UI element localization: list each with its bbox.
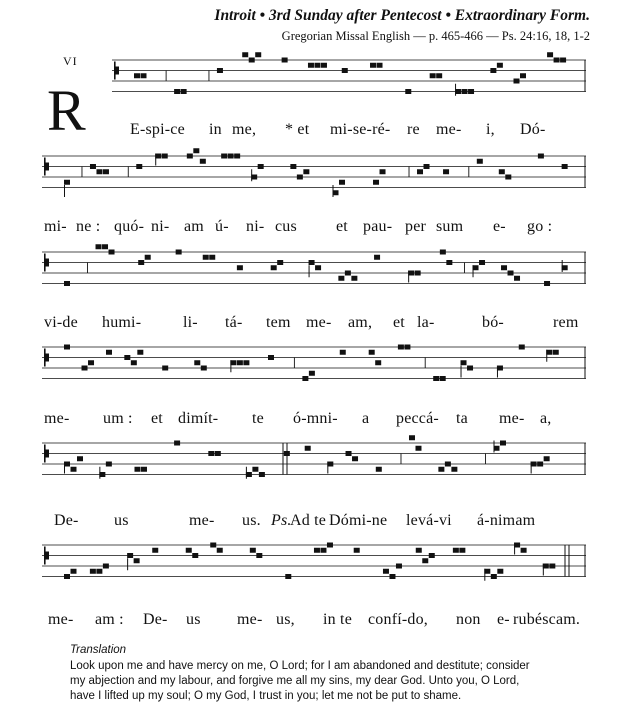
- neume-icon: [417, 169, 423, 174]
- neume-icon: [201, 366, 207, 371]
- neume-icon: [354, 548, 360, 553]
- neume-icon: [467, 366, 473, 371]
- initial-letter: R: [47, 78, 86, 143]
- neume-icon: [176, 250, 182, 255]
- lyric-syllable: us: [186, 611, 201, 628]
- neume-icon: [342, 68, 348, 73]
- lyric-syllable: a,: [540, 410, 552, 427]
- neume-icon: [327, 543, 333, 548]
- neume-icon: [544, 281, 550, 286]
- lyric-syllable: confí-do,: [368, 611, 429, 628]
- neume-icon: [468, 89, 474, 94]
- neume-icon: [181, 89, 187, 94]
- lyric-syllable: ne :: [76, 218, 101, 235]
- neume-icon: [383, 569, 389, 574]
- translation-heading: Translation: [70, 644, 127, 656]
- neume-icon: [389, 574, 395, 579]
- lyric-syllable: tem: [266, 314, 291, 331]
- neume-icon: [131, 360, 137, 365]
- neume-icon: [71, 467, 77, 472]
- translation-text: Look upon me and have mercy on me, O Lord; for I am abandoned and destitute; consider my abjection and my labour, and forgive me all my sins, my dear God. Unto you, O Lord, have I lifted up my soul; O my God, I trust in you; let me not be put to shame.: [70, 660, 530, 702]
- neume-icon: [415, 271, 421, 276]
- lyric-syllable: me-: [44, 410, 70, 427]
- neume-icon: [346, 451, 352, 456]
- neume-icon: [252, 467, 258, 472]
- page-title: Introit • 3rd Sunday after Pentecost • Extraordinary Form.: [214, 7, 590, 24]
- neume-icon: [314, 63, 320, 68]
- neume-icon: [106, 462, 112, 467]
- lyric-syllable: á-nimam: [477, 512, 536, 529]
- neume-icon: [314, 548, 320, 553]
- neume-icon: [508, 271, 514, 276]
- neume-icon: [339, 180, 345, 185]
- neume-icon: [429, 553, 435, 558]
- lyric-syllable: me-: [237, 611, 263, 628]
- neume-icon: [96, 569, 102, 574]
- neume-icon: [186, 548, 192, 553]
- neume-icon: [405, 89, 411, 94]
- lyric-syllable: peccá-: [396, 410, 439, 427]
- neume-icon: [340, 350, 346, 355]
- neume-icon: [445, 462, 451, 467]
- lyric-syllable: non: [456, 611, 481, 628]
- lyric-syllable: sum: [436, 218, 464, 235]
- neume-icon: [513, 79, 519, 84]
- neume-icon: [64, 180, 70, 185]
- lyric-syllable: De-: [54, 512, 79, 529]
- lyric-syllable: vi-de: [44, 314, 78, 331]
- neume-icon: [162, 366, 168, 371]
- neume-icon: [490, 68, 496, 73]
- neume-icon: [338, 276, 344, 281]
- neume-icon: [268, 355, 274, 360]
- neume-icon: [193, 148, 199, 153]
- lyric-syllable: dimít-: [178, 410, 219, 427]
- neume-icon: [422, 558, 428, 563]
- neume-icon: [221, 154, 227, 159]
- neume-icon: [374, 255, 380, 260]
- neume-icon: [250, 548, 256, 553]
- neume-icon: [217, 548, 223, 553]
- neume-icon: [215, 451, 221, 456]
- lyric-syllable: tá-: [225, 314, 243, 331]
- neume-icon: [416, 548, 422, 553]
- neume-icon: [136, 164, 142, 169]
- neume-icon: [453, 548, 459, 553]
- neume-icon: [162, 154, 168, 159]
- page-subtitle: Gregorian Missal English — p. 465-466 — Ps. 24:16, 18, 1-2: [281, 29, 590, 43]
- neume-icon: [96, 169, 102, 174]
- neume-icon: [303, 169, 309, 174]
- neume-icon: [398, 345, 404, 350]
- lyric-syllable: me,: [232, 121, 257, 138]
- neume-icon: [255, 52, 261, 57]
- neume-icon: [210, 543, 216, 548]
- neume-icon: [237, 360, 243, 365]
- lyric-syllable: Dó-: [520, 121, 546, 138]
- lyric-syllable: a: [362, 410, 370, 427]
- neume-icon: [141, 467, 147, 472]
- neume-icon: [102, 244, 108, 249]
- neume-icon: [242, 52, 248, 57]
- neume-icon: [82, 366, 88, 371]
- lyric-syllable: bó-: [482, 314, 504, 331]
- do-clef-icon: [44, 158, 46, 176]
- neume-icon: [554, 58, 560, 63]
- neume-icon: [259, 472, 265, 477]
- neume-icon: [138, 260, 144, 265]
- neume-icon: [451, 467, 457, 472]
- lyric-syllable: Ad te: [290, 512, 327, 529]
- do-clef-icon: [114, 62, 116, 80]
- neume-icon: [438, 467, 444, 472]
- lyric-syllable: i,: [486, 121, 495, 138]
- lyric-syllable: us,: [276, 611, 295, 628]
- neume-icon: [373, 180, 379, 185]
- neume-icon: [560, 58, 566, 63]
- neume-icon: [315, 265, 321, 270]
- neume-icon: [409, 435, 415, 440]
- neume-icon: [479, 260, 485, 265]
- neume-icon: [308, 63, 314, 68]
- neume-icon: [377, 63, 383, 68]
- lyric-syllable: per: [405, 218, 427, 235]
- neume-icon: [440, 250, 446, 255]
- neume-icon: [520, 73, 526, 78]
- neume-icon: [375, 360, 381, 365]
- lyric-syllable: rem: [553, 314, 579, 331]
- neume-icon: [200, 159, 206, 164]
- lyric-syllable: E-spi-ce: [130, 121, 185, 138]
- neume-icon: [499, 169, 505, 174]
- neume-icon: [433, 376, 439, 381]
- lyric-syllable: me-: [48, 611, 74, 628]
- neume-icon: [302, 376, 308, 381]
- neume-icon: [103, 564, 109, 569]
- neume-icon: [436, 73, 442, 78]
- neume-icon: [96, 244, 102, 249]
- neume-icon: [134, 73, 140, 78]
- neume-icon: [174, 89, 180, 94]
- neume-icon: [134, 558, 140, 563]
- neume-icon: [544, 456, 550, 461]
- neume-icon: [519, 345, 525, 350]
- neume-icon: [491, 574, 497, 579]
- lyric-syllable: humi-: [102, 314, 142, 331]
- neume-icon: [282, 58, 288, 63]
- lyric-syllable: levá-vi: [406, 512, 452, 529]
- neume-icon: [309, 371, 315, 376]
- neume-icon: [370, 63, 376, 68]
- neume-icon: [297, 175, 303, 180]
- neume-icon: [404, 345, 410, 350]
- lyric-syllable: me-: [499, 410, 525, 427]
- neume-icon: [497, 569, 503, 574]
- neume-icon: [145, 255, 151, 260]
- neume-icon: [209, 255, 215, 260]
- neume-icon: [64, 281, 70, 286]
- lyric-syllable: te: [252, 410, 264, 427]
- lyric-syllable: um :: [103, 410, 133, 427]
- neume-icon: [443, 169, 449, 174]
- neume-icon: [415, 446, 421, 451]
- neume-icon: [256, 553, 262, 558]
- neume-icon: [106, 350, 112, 355]
- neume-icon: [521, 548, 527, 553]
- neume-icon: [345, 271, 351, 276]
- lyric-syllable: am,: [348, 314, 373, 331]
- neume-icon: [228, 154, 234, 159]
- neume-icon: [249, 58, 255, 63]
- lyric-syllable: am :: [95, 611, 124, 628]
- neume-icon: [141, 73, 147, 78]
- lyric-syllable: * et: [285, 121, 310, 138]
- neume-icon: [321, 63, 327, 68]
- neume-icon: [237, 265, 243, 270]
- neume-icon: [430, 73, 436, 78]
- neume-icon: [461, 360, 467, 365]
- neume-icon: [424, 164, 430, 169]
- neume-icon: [103, 169, 109, 174]
- neume-icon: [547, 52, 553, 57]
- lyric-syllable: et: [151, 410, 163, 427]
- neume-icon: [369, 350, 375, 355]
- lyric-syllable: cus: [275, 218, 297, 235]
- lyric-syllable: e-: [497, 611, 510, 628]
- neume-icon: [174, 441, 180, 446]
- do-clef-icon: [44, 445, 46, 463]
- lyric-syllable: et: [336, 218, 348, 235]
- lyric-syllable: quó-: [114, 218, 145, 235]
- lyric-syllable: am: [184, 218, 204, 235]
- neume-icon: [285, 574, 291, 579]
- lyric-syllable: Dómi-ne: [329, 512, 388, 529]
- lyric-syllable: us: [114, 512, 129, 529]
- neume-icon: [305, 446, 311, 451]
- neume-icon: [462, 89, 468, 94]
- neume-icon: [187, 154, 193, 159]
- neume-icon: [192, 553, 198, 558]
- neume-icon: [500, 441, 506, 446]
- neume-icon: [320, 548, 326, 553]
- lyric-syllable: li-: [183, 314, 198, 331]
- lyric-syllable: go :: [527, 218, 553, 235]
- neume-icon: [277, 260, 283, 265]
- lyric-syllable: us.: [242, 512, 261, 529]
- lyric-syllable: ni-: [246, 218, 265, 235]
- neume-icon: [290, 164, 296, 169]
- lyric-syllable: mi-: [44, 218, 67, 235]
- neume-icon: [309, 260, 315, 265]
- neume-icon: [64, 345, 70, 350]
- neume-icon: [71, 569, 77, 574]
- lyric-syllable: De-: [143, 611, 168, 628]
- lyric-syllable: et: [393, 314, 405, 331]
- neume-icon: [90, 569, 96, 574]
- lyric-syllable: me-: [306, 314, 332, 331]
- neume-icon: [537, 462, 543, 467]
- neume-icon: [152, 548, 158, 553]
- neume-icon: [88, 360, 94, 365]
- neume-icon: [124, 355, 130, 360]
- do-clef-icon: [44, 254, 46, 272]
- lyric-syllable: pau-: [363, 218, 393, 235]
- neume-icon: [217, 68, 223, 73]
- lyric-syllable: me-: [436, 121, 462, 138]
- lyric-syllable: ta: [456, 410, 468, 427]
- lyric-syllable: ú-: [215, 218, 229, 235]
- neume-icon: [562, 164, 568, 169]
- neume-icon: [501, 265, 507, 270]
- neume-icon: [553, 350, 559, 355]
- neume-icon: [194, 360, 200, 365]
- neume-icon: [64, 574, 70, 579]
- neume-icon: [446, 260, 452, 265]
- neume-icon: [396, 564, 402, 569]
- neume-icon: [477, 159, 483, 164]
- neume-icon: [497, 63, 503, 68]
- lyric-syllable: ó-mni-: [293, 410, 338, 427]
- do-clef-icon: [44, 349, 46, 367]
- neume-icon: [109, 250, 115, 255]
- neume-icon: [243, 360, 249, 365]
- neume-icon: [208, 451, 214, 456]
- neume-icon: [376, 467, 382, 472]
- lyric-syllable: ni-: [151, 218, 170, 235]
- lyric-syllable: in te: [323, 611, 352, 628]
- lyric-syllable: Ps.: [271, 512, 292, 529]
- neume-icon: [258, 164, 264, 169]
- lyric-syllable: mi-se-ré-: [330, 121, 391, 138]
- neume-icon: [505, 175, 511, 180]
- neume-icon: [271, 265, 277, 270]
- neume-icon: [352, 456, 358, 461]
- lyric-syllable: e-: [493, 218, 506, 235]
- neume-icon: [137, 350, 143, 355]
- neume-icon: [440, 376, 446, 381]
- do-clef-icon: [44, 547, 46, 565]
- lyric-syllable: me-: [189, 512, 215, 529]
- neume-icon: [77, 456, 83, 461]
- neume-icon: [514, 276, 520, 281]
- neume-icon: [549, 564, 555, 569]
- neume-icon: [234, 154, 240, 159]
- neume-icon: [134, 467, 140, 472]
- lyric-syllable: la-: [417, 314, 435, 331]
- neume-icon: [459, 548, 465, 553]
- lyric-syllable: in: [209, 121, 222, 138]
- lyric-syllable: re: [407, 121, 420, 138]
- neume-icon: [351, 276, 357, 281]
- neume-icon: [380, 169, 386, 174]
- neume-icon: [203, 255, 209, 260]
- mode-number: VI: [63, 54, 78, 68]
- neume-icon: [90, 164, 96, 169]
- lyric-syllable: rubéscam.: [513, 611, 581, 628]
- neume-icon: [538, 154, 544, 159]
- neume-icon: [127, 553, 133, 558]
